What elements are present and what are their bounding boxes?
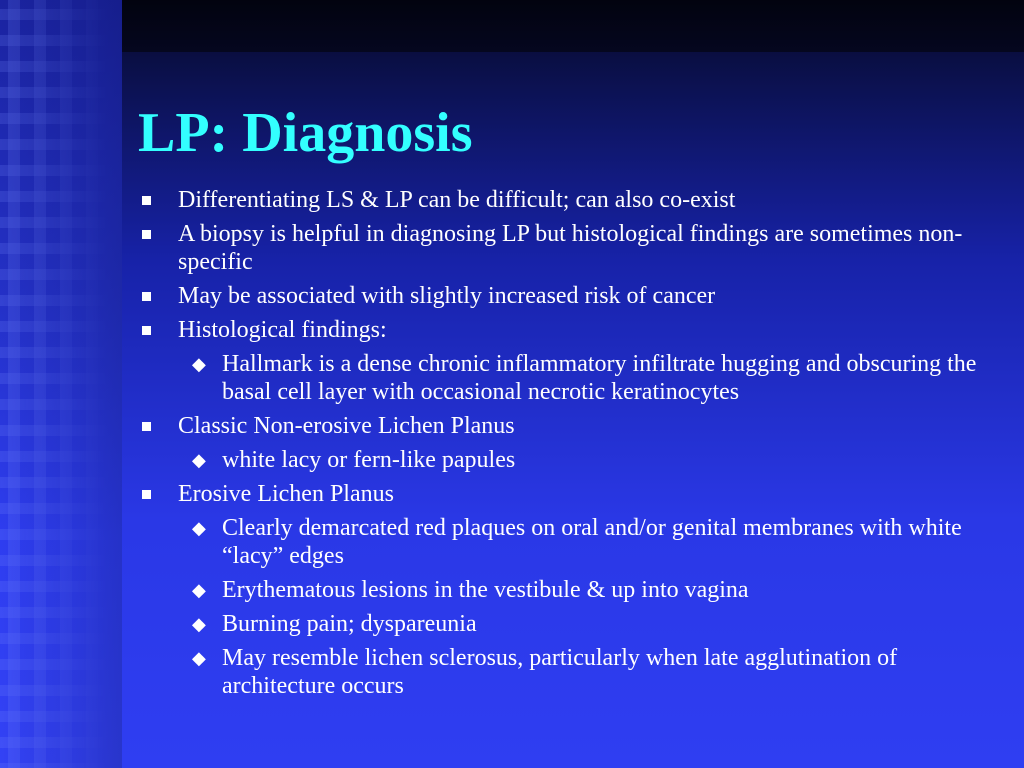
sub-bullet-item [138, 576, 998, 604]
bullet-text: Histological findings: [178, 317, 387, 343]
sub-bullet-text: Burning pain; dyspareunia [222, 611, 477, 637]
diamond-bullet-icon: ◆ [192, 518, 206, 538]
bullet-item [138, 220, 998, 276]
bullet-text: Erosive Lichen Planus [178, 481, 394, 507]
diamond-bullet-icon: ◆ [192, 580, 206, 600]
decorative-top-band [122, 0, 1024, 52]
bullet-text: May be associated with slightly increased risk of cancer [178, 283, 716, 309]
square-bullet-icon [142, 196, 151, 205]
sub-bullet-text: white lacy or fern-like papules [222, 447, 516, 473]
sub-bullet-item [138, 610, 998, 638]
square-bullet-icon [142, 292, 151, 301]
sub-bullet-item [138, 350, 998, 406]
sub-bullet-item [138, 446, 998, 474]
diamond-bullet-icon: ◆ [192, 354, 206, 374]
sub-bullet-text: Hallmark is a dense chronic inflammatory infiltrate hugging and obscuring the basal cell layer with occasional necrotic keratinocytes [222, 351, 977, 405]
bullet-text: Differentiating LS & LP can be difficult; can also co-exist [178, 187, 736, 213]
sub-bullet-text: May resemble lichen sclerosus, particularly when late agglutination of architecture occurs [222, 645, 898, 699]
bullet-item [138, 282, 998, 310]
decorative-left-strip [0, 0, 122, 768]
bullet-text: A biopsy is helpful in diagnosing LP but histological findings are sometimes non-specific [178, 221, 963, 275]
diamond-bullet-icon: ◆ [192, 648, 206, 668]
sub-bullet-item [138, 514, 998, 570]
bullet-item [138, 412, 998, 440]
bullet-item [138, 316, 998, 344]
diamond-bullet-icon: ◆ [192, 450, 206, 470]
sub-bullet-item [138, 644, 998, 700]
square-bullet-icon [142, 490, 151, 499]
square-bullet-icon [142, 326, 151, 335]
square-bullet-icon [142, 230, 151, 239]
decorative-fade [0, 0, 122, 768]
slide-title: LP: Diagnosis [138, 102, 473, 164]
bullet-item [138, 186, 998, 214]
sub-bullet-text: Clearly demarcated red plaques on oral and/or genital membranes with white “lacy” edges [222, 515, 962, 569]
bullet-item [138, 480, 998, 508]
diamond-bullet-icon: ◆ [192, 614, 206, 634]
bullet-text: Classic Non-erosive Lichen Planus [178, 413, 515, 439]
square-bullet-icon [142, 422, 151, 431]
slide-content [138, 186, 998, 706]
sub-bullet-text: Erythematous lesions in the vestibule & up into vagina [222, 577, 749, 603]
